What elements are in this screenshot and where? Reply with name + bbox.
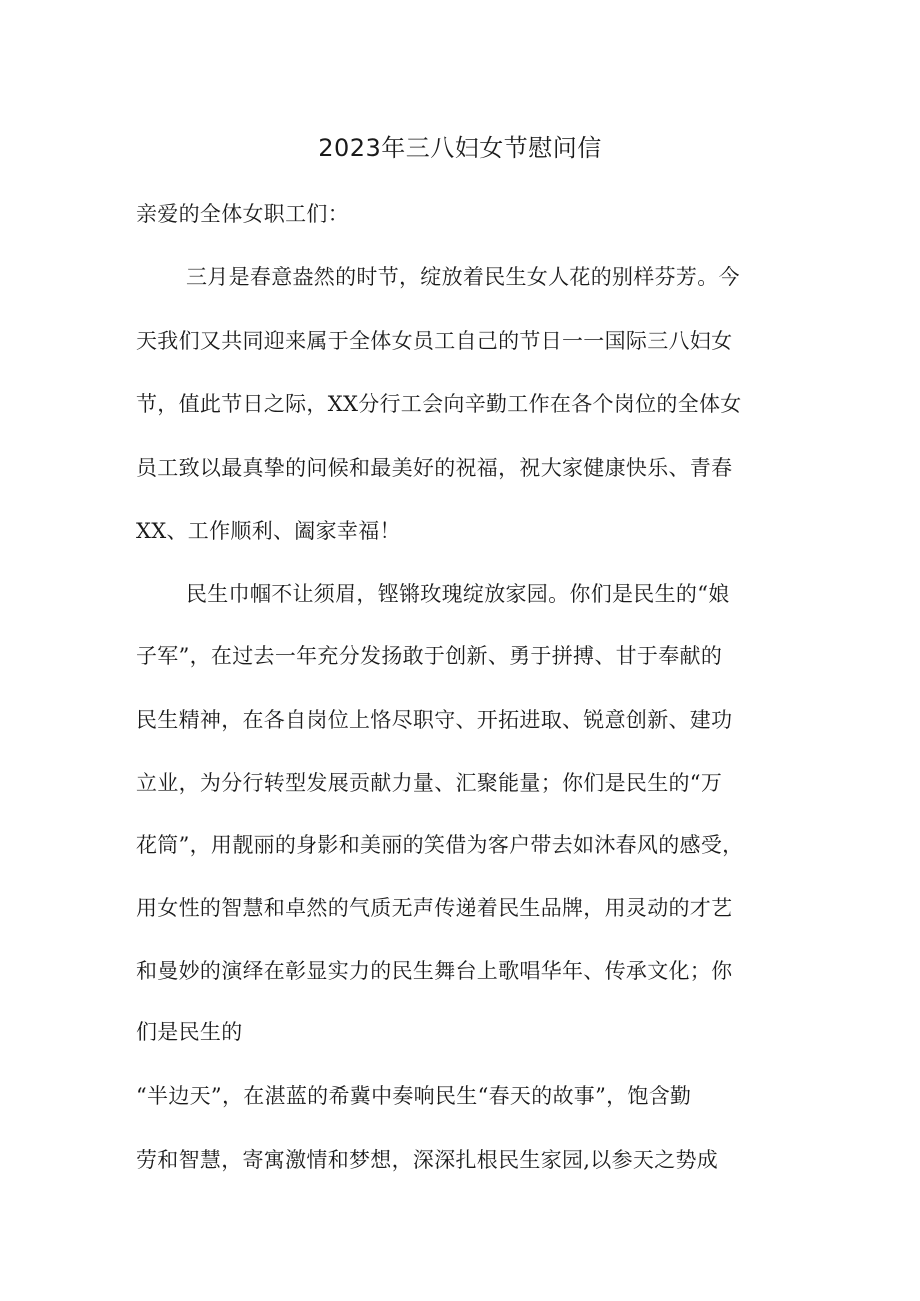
body-line: 劳和智慧，寄寓激情和梦想，深深扎根民生家园,以参天之势成 — [136, 1148, 719, 1172]
body-line: 民生巾帼不让须眉，铿锵玫瑰绽放家园。你们是民生的“娘 — [186, 582, 730, 606]
body-line: 员工致以最真挚的问候和最美好的祝福，祝大家健康快乐、青春 — [136, 456, 733, 480]
salutation: 亲爱的全体女职工们： — [136, 202, 349, 226]
body-line: 用女性的智慧和卓然的气质无声传递着民生品牌，用灵动的才艺 — [136, 896, 733, 920]
body-line: 花筒”，用靓丽的身影和美丽的笑借为客户带去如沐春风的感受， — [136, 833, 744, 857]
body-line: 们是民生的 — [136, 1020, 243, 1044]
body-line: 节，值此节日之际，XX分行工会向辛勤工作在各个岗位的全体女 — [136, 392, 742, 416]
document-title: 2023年三八妇女节慰问信 — [318, 134, 602, 162]
body-line: XX、工作顺利、阖家幸福！ — [136, 519, 401, 543]
body-line: 天我们又共同迎来属于全体女员工自己的节日一一国际三八妇女 — [136, 329, 733, 353]
body-line: 子军”，在过去一年充分发扬敢于创新、勇于拼搏、甘于奉献的 — [136, 644, 723, 668]
body-line: “半边天”，在湛蓝的希冀中奏响民生“春天的故事”，饱含勤 — [136, 1084, 692, 1108]
body-line: 立业，为分行转型发展贡献力量、汇聚能量；你们是民生的“万 — [136, 771, 723, 795]
body-line: 民生精神，在各自岗位上恪尽职守、开拓进取、锐意创新、建功 — [136, 708, 733, 732]
body-line: 三月是春意盎然的时节，绽放着民生女人花的别样芬芳。今 — [186, 265, 740, 289]
body-line: 和曼妙的演绎在彰显实力的民生舞台上歌唱华年、传承文化；你 — [136, 959, 733, 983]
